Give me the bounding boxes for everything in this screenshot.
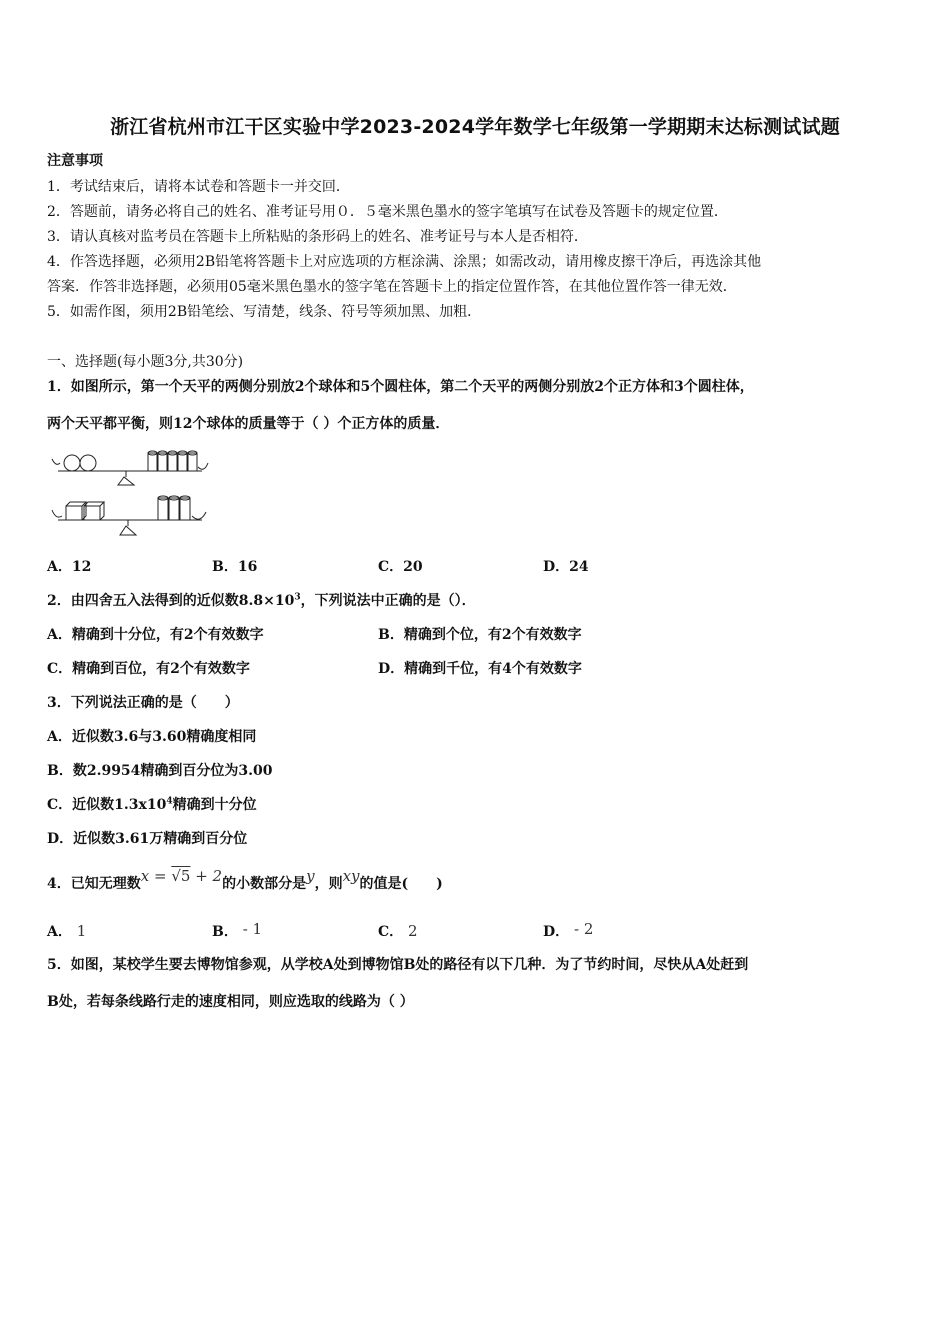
notice-item: 答案．作答非选择题，必须用05毫米黑色墨水的签字笔在答题卡上的指定位置作答，在其他位置作答一律无效． [47,279,737,295]
math-variable-xy: xy [342,867,360,885]
q4-option-b[interactable]: B． - 1 [212,920,263,940]
balance-figure-2 [50,490,210,540]
q2-option-b[interactable]: B．精确到个位，有2个有效数字 [378,627,582,643]
page-title: 浙江省杭州市江干区实验中学2023-2024学年数学七年级第一学期期末达标测试试题 [110,116,840,138]
math-variable-y: y [306,867,315,885]
q1-stem-line1: 1．如图所示，第一个天平的两侧分别放2个球体和5个圆柱体，第二个天平的两侧分别放2个正方体和3个圆柱体， [47,379,754,395]
q4-stem: 4．已知无理数x = √5 + 2的小数部分是y，则xy的值是( ) [47,867,443,892]
q1-option-b[interactable]: B．16 [212,559,258,575]
q3-option-d[interactable]: D．近似数3.61万精确到百分位 [47,831,248,847]
notice-heading: 注意事项 [47,153,103,169]
q1-option-c[interactable]: C．20 [378,559,423,575]
q2-stem: 2．由四舍五入法得到的近似数$8.8\times 10^3$，下列说法中正确的是（）． [47,592,476,609]
sphere-icon [64,455,80,471]
notice-item: 3．请认真核对监考员在答题卡上所粘贴的条形码上的姓名、准考证号与本人是否相符． [47,229,588,245]
q3-option-c[interactable]: C．近似数$1.3x10^4$精确到十分位 [47,796,257,813]
section-heading: 一、选择题(每小题3分,共30分) [47,354,244,370]
q4-option-c[interactable]: C． 2 [378,922,418,940]
sphere-icon [80,455,96,471]
q3-option-a[interactable]: A．近似数3.6与3.60精确度相同 [47,729,257,745]
notice-item: 1．考试结束后，请将本试卷和答题卡一并交回． [47,179,350,195]
q2-option-a[interactable]: A．精确到十分位，有2个有效数字 [47,627,264,643]
q1-option-d[interactable]: D．24 [543,559,589,575]
q4-option-a[interactable]: A． 1 [47,922,87,940]
q5-stem-line1: 5．如图，某校学生要去博物馆参观，从学校A处到博物馆B处的路径有以下几种．为了节约时间，尽快从A处赶到 [47,957,749,973]
balance-figure-1 [50,445,210,491]
q2-option-c[interactable]: C．精确到百位，有2个有效数字 [47,661,250,677]
q1-option-a[interactable]: A．12 [47,559,92,575]
q3-option-b[interactable]: B．数2.9954精确到百分位为3.00 [47,763,273,779]
q1-stem-line2: 两个天平都平衡，则12个球体的质量等于（ ）个正方体的质量． [47,416,450,432]
notice-item: 4．作答选择题，必须用2B铅笔将答题卡上对应选项的方框涂满、涂黑；如需改动，请用橡皮擦干净后，再选涂其他 [47,254,762,270]
cube-icon [66,506,82,520]
math-expression: x = √5 + 2 [140,867,223,885]
q3-stem: 3．下列说法正确的是（ ） [47,695,239,711]
notice-item: 2．答题前，请务必将自己的姓名、准考证号用０．５毫米黑色墨水的签字笔填写在试卷及答题卡的规定位置． [47,204,728,220]
notice-item: 5．如需作图，须用2B铅笔绘、写清楚，线条、符号等须加黑、加粗． [47,304,482,320]
q5-stem-line2: B处，若每条线路行走的速度相同，则应选取的线路为（ ） [47,994,414,1010]
q4-option-d[interactable]: D． - 2 [543,920,594,940]
q2-option-d[interactable]: D．精确到千位，有4个有效数字 [378,661,582,677]
